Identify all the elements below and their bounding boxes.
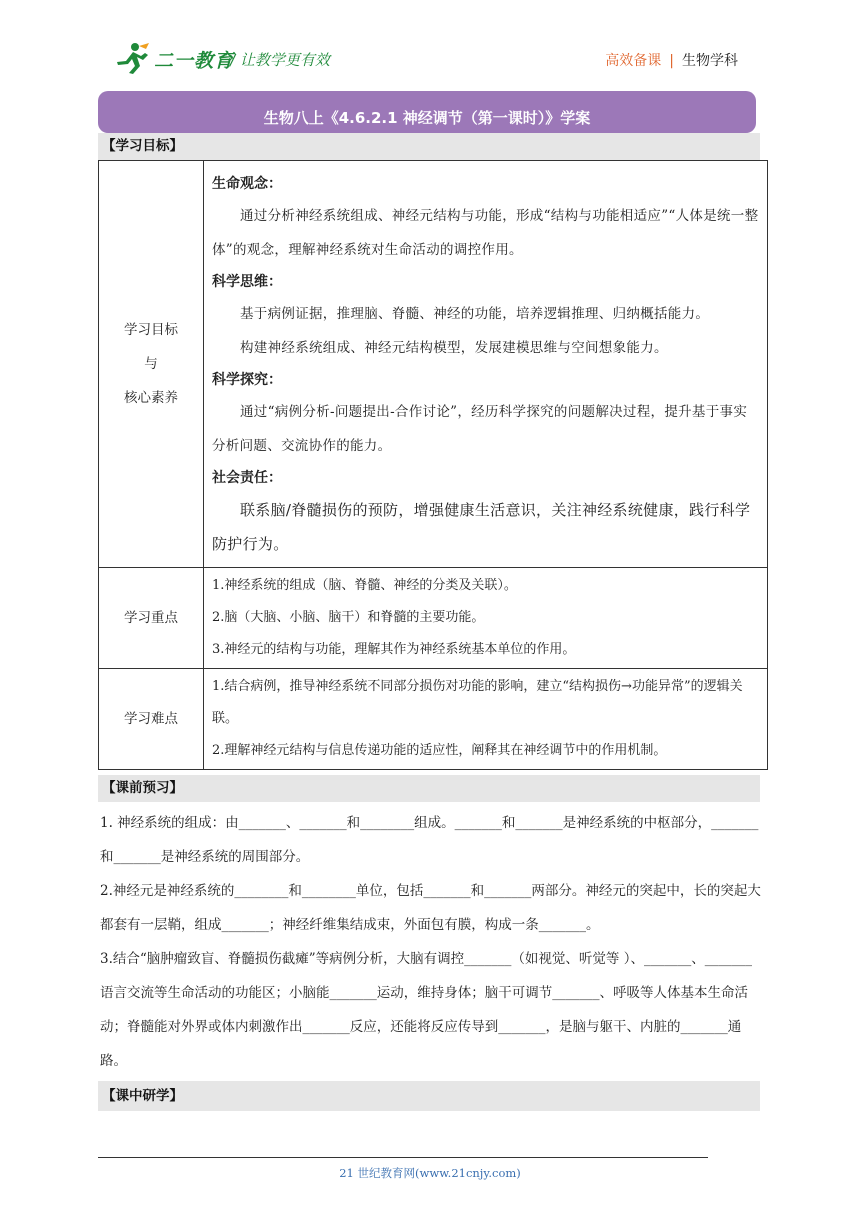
row-label-goals xyxy=(99,161,204,568)
keypoints-content xyxy=(204,568,768,669)
section-heading-class: 【课中研学】 xyxy=(98,1081,760,1111)
list-item: 2.脑（大脑、小脑、脑干）和脊髓的主要功能。 xyxy=(212,610,485,625)
runner-logo-icon xyxy=(113,42,151,78)
header-right xyxy=(605,50,738,70)
paragraph: 联系脑/脊髓损伤的预防，增强健康生活意识，关注神经系统健康，践行科学防护行为。 xyxy=(212,501,751,553)
page-header xyxy=(108,38,758,78)
paragraph: 通过“病例分析-问题提出-合作讨论”，经历科学探究的问题解决过程，提升基于事实分析问题、交流协作的能力。 xyxy=(212,404,748,454)
label-line: 与 xyxy=(144,356,158,372)
brand-slogan: / 让教学更有效 xyxy=(230,51,330,69)
header-separator: | xyxy=(669,53,674,69)
title-banner xyxy=(98,91,756,133)
question-3: 3.结合“脑肿瘤致盲、脊髓损伤截瘫”等病例分析，大脑有调控_______（如视觉、听觉等 ）、_______、_______语言交流等生命活动的功能区；小脑能_______运动，维持身体；脑干可调节_______、呼吸等人体基本生命活动；脊髓能对外界或体内刺激作出_______反应，还能将反应传导到_______，是脑与躯干、内脏的_______通路。 xyxy=(100,951,752,1069)
footer-divider xyxy=(98,1157,708,1158)
difficulties-content xyxy=(204,669,768,770)
question-1: 1. 神经系统的组成：由_______、_______和________组成。_______和_______是神经系统的中枢部分，_______和_______是神经系统的周围部分。 xyxy=(100,815,759,865)
label-line: 学习目标 xyxy=(124,322,178,338)
row-label-difficulties: 学习难点 xyxy=(99,669,204,770)
paragraph: 构建神经系统组成、神经元结构模型，发展建模思维与空间想象能力。 xyxy=(240,340,668,356)
header-tag: 高效备课 xyxy=(605,53,662,69)
preview-questions xyxy=(100,806,762,1078)
list-item: 2.理解神经元结构与信息传递功能的适应性，阐释其在神经调节中的作用机制。 xyxy=(212,743,667,758)
footer-source: 21 世纪教育网(www.21cnjy.com) xyxy=(339,1166,521,1180)
header-subject: 生物学科 xyxy=(682,53,738,69)
subheading: 社会责任： xyxy=(212,470,282,486)
label-line: 核心素养 xyxy=(124,390,178,406)
question-2: 2.神经元是神经系统的________和________单位，包括_______和_______两部分。神经元的突起中，长的突起大都套有一层鞘，组成_______；神经纤维集结成束，外面包有膜，构成一条_______。 xyxy=(100,883,761,933)
section-heading-goals: 【学习目标】 xyxy=(98,133,760,160)
list-item: 1.神经系统的组成（脑、脊髓、神经的分类及关联）。 xyxy=(212,578,517,593)
section-heading-preview: 【课前预习】 xyxy=(98,775,760,802)
goals-table xyxy=(98,160,768,770)
paragraph: 通过分析神经系统组成、神经元结构与功能，形成“结构与功能相适应”“人体是统一整体”的观念，理解神经系统对生命活动的调控作用。 xyxy=(212,208,759,258)
goals-content xyxy=(204,161,768,568)
list-item: 1.结合病例，推导神经系统不同部分损伤对功能的影响，建立“结构损伤→功能异常”的逻辑关联。 xyxy=(212,679,743,726)
subheading: 科学思维： xyxy=(212,274,282,290)
table-row xyxy=(99,161,768,568)
brand-logo-text: 二一教育 xyxy=(154,50,235,72)
subheading: 生命观念： xyxy=(212,176,282,192)
row-label-keypoints: 学习重点 xyxy=(99,568,204,669)
list-item: 3.神经元的结构与功能，理解其作为神经系统基本单位的作用。 xyxy=(212,642,576,657)
page-title: 生物八上《4.6.2.1 神经调节（第一课时）》学案 xyxy=(263,109,591,127)
paragraph: 基于病例证据，推理脑、脊髓、神经的功能，培养逻辑推理、归纳概括能力。 xyxy=(240,306,710,322)
table-row xyxy=(99,568,768,669)
table-row xyxy=(99,669,768,770)
subheading: 科学探究： xyxy=(212,372,282,388)
